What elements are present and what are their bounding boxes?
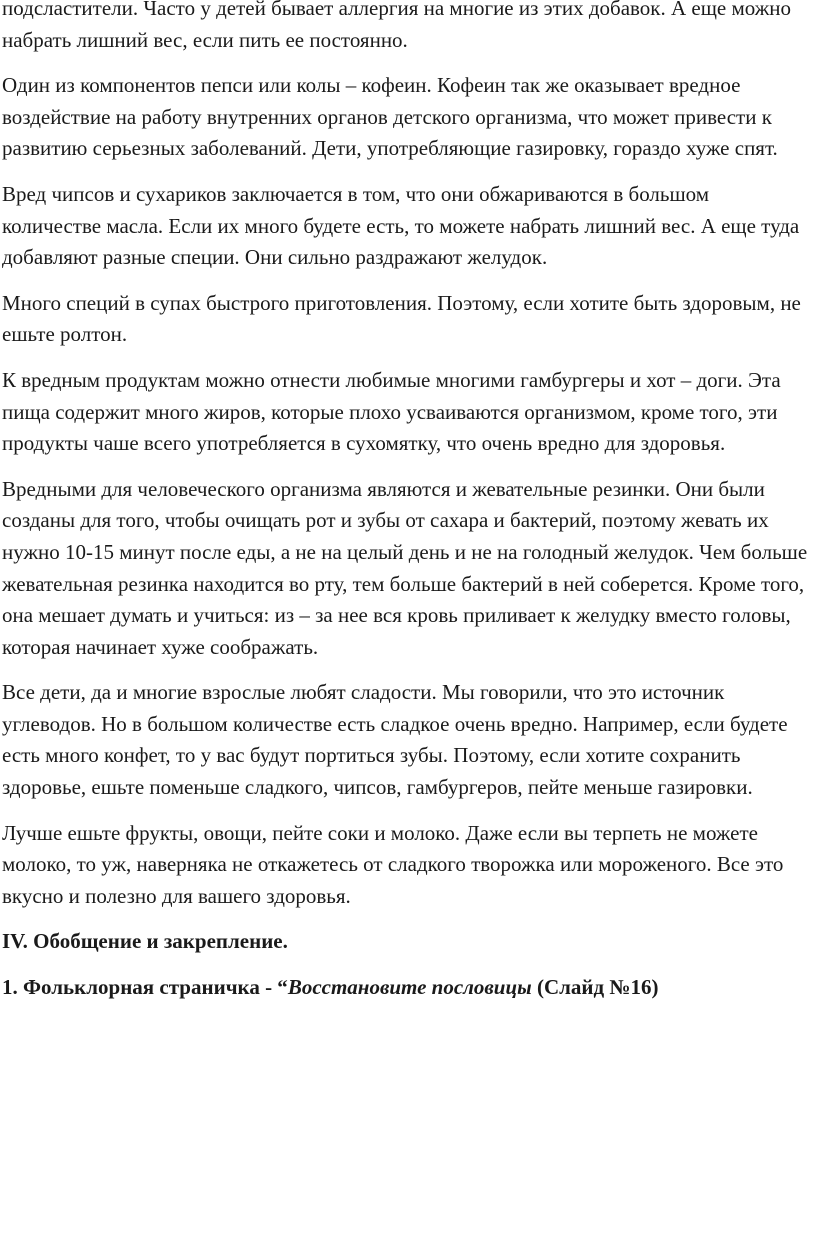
paragraph-healthy-food: Лучше ешьте фрукты, овощи, пейте соки и молоко. Даже если вы терпеть не можете молоко, то уж, наверняка не откажетесь от сладкого творожка или мороженого. Все это вкусно и полезно для вашего здоровья. bbox=[2, 820, 784, 908]
paragraph-instant-soups: Много специй в супах быстрого приготовления. Поэтому, если хотите быть здоровым, не ешьте ролтон. bbox=[2, 290, 801, 347]
paragraph-caffeine: Один из компонентов пепси или колы – кофеин. Кофеин так же оказывает вредное воздействие на работу внутренних органов детского организма, что может привести к развитию серьезных заболеваний. Дети, употребляющие газировку, гораздо хуже спят. bbox=[2, 73, 778, 161]
paragraph-chewing-gum: Вредными для человеческого организма являются и жевательные резинки. Они были созданы для того, чтобы очищать рот и зубы от сахара и бактерий, поэтому жевать их нужно 10-15 минут после еды, а не на целый день и не на голодный желудок. Чем больше жевательная резинка находится во рту, тем больше бактерий в ней соберется. Кроме того, она мешает думать и учиться: из – за нее вся кровь приливает к желудку вместо головы, которая начинает хуже соображать. bbox=[2, 476, 808, 659]
paragraph-sweeteners: подсластители. Часто у детей бывает аллергия на многие из этих добавок. А еще можно набрать лишний вес, если пить ее постоянно. bbox=[2, 0, 791, 52]
paragraph-chips: Вред чипсов и сухариков заключается в том, что они обжариваются в большом количестве масла. Если их много будете есть, то можете набрать лишний вес. А еще туда добавляют разные специи. Они сильно раздражают желудок. bbox=[2, 181, 800, 270]
subheading bbox=[2, 972, 812, 1004]
subheading-prefix: 1. Фольклорная страничка - “ bbox=[2, 975, 288, 1000]
paragraph-sweets: Все дети, да и многие взрослые любят сладости. Мы говорили, что это источник углеводов. Но в большом количестве есть сладкое очень вредно. Например, если будете есть много конфет, то у вас будут портиться зубы. Поэтому, если хотите сохранить здоровье, ешьте поменьше сладкого, чипсов, гамбургеров, пейте меньше газировки. bbox=[2, 680, 788, 800]
subheading-italic: Восстановите пословицы bbox=[287, 975, 532, 1000]
subheading-suffix: (Слайд №16) bbox=[531, 975, 659, 1000]
paragraph-hamburgers: К вредным продуктам можно отнести любимые многими гамбургеры и хот – доги. Эта пища содержит много жиров, которые плохо усваиваются организмом, кроме того, эти продукты чаше всего употребляется в сухомятку, что очень вредно для здоровья. bbox=[2, 367, 781, 456]
section-heading: IV. Обобщение и закрепление. bbox=[2, 929, 288, 954]
